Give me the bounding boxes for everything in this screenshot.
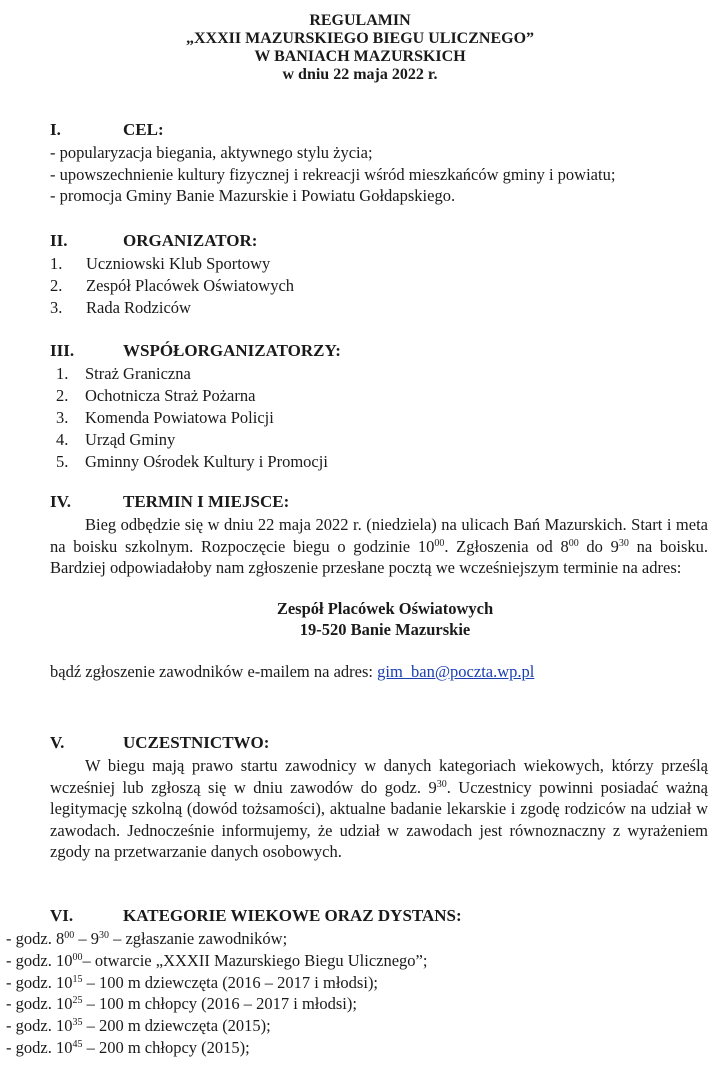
coorganizer-list <box>0 363 720 473</box>
section-title: WSPÓŁORGANIZATORZY: <box>123 341 341 360</box>
section-heading <box>0 231 720 253</box>
list-item: - upowszechnienie kultury fizycznej i rekreacji wśród mieszkańców gminy i powiatu; <box>50 164 616 184</box>
section-title: CEL: <box>123 120 164 139</box>
termin-paragraph: Bieg odbędzie się w dniu 22 maja 2022 r. (niedziela) na ulicach Bań Mazurskich. Start i meta na boisku szkolnym. Rozpoczęcie biegu o godzinie $10^{00}$. Zgłoszenia od $8^{00}$ do $9^{30}$ na boisku. Bardziej odpowiadałoby nam zgłoszenie przesłane pocztą we wcześniejszym terminie na adres: <box>50 515 709 578</box>
section-kategorie <box>0 906 720 1059</box>
section-heading <box>0 120 720 142</box>
section-number: I. <box>50 120 61 139</box>
schedule-item: - godz. $10^{35} - 200$ m dziewczęta (2015); <box>6 1016 271 1036</box>
list-item: - promocja Gminy Banie Mazurskie i Powiatu Gołdapskiego. <box>50 186 456 205</box>
list-item: - popularyzacja biegania, aktywnego stylu życia; <box>50 143 373 162</box>
doc-date: w dniu 22 maja 2022 r. <box>282 66 438 83</box>
section-heading <box>0 492 720 514</box>
section-title: ORGANIZATOR: <box>123 231 258 250</box>
section-organizator <box>0 231 720 319</box>
section-wspolorganizatorzy <box>0 341 720 473</box>
uczestnictwo-paragraph: W biegu mają prawo startu zawodnicy w danych kategoriach wiekowych, którzy prześlą wcześniej lub zgłoszą się w dniu zawodów do godz. $9^{30}$. Uczestnicy powinni posiadać ważną legitymację szkolną (dowód tożsamości), aktualne badanie lekarskie i zgodę rodziców na udział w zawodach. Jednocześnie informujemy, że udział w zawodach jest równoznaczny z wyrażeniem zgody na przetwarzanie danych osobowych. <box>50 756 708 862</box>
schedule-item: - godz. $10^{00}-$ otwarcie „XXXII Mazurskiego Biegu Ulicznego”; <box>6 950 428 970</box>
section-cel <box>0 120 720 207</box>
section-number: IV. <box>50 492 71 511</box>
address-postal: 19-520 Banie Mazurskie <box>299 620 471 640</box>
section-title: UCZESTNICTWO: <box>123 733 270 752</box>
list-item: 2. Ochotnicza Straż Pożarna <box>56 386 256 405</box>
doc-location: W BANIACH MAZURSKICH <box>254 48 466 65</box>
document-header <box>0 12 720 84</box>
list-item: 4. Urząd Gminy <box>56 430 176 449</box>
list-item: 1. Uczniowski Klub Sportowy <box>50 254 271 273</box>
section-heading <box>0 341 720 363</box>
doc-title: REGULAMIN <box>309 12 411 29</box>
section-number: III. <box>50 341 75 360</box>
section-number: V. <box>50 733 65 752</box>
section-title: TERMIN I MIEJSCE: <box>123 492 290 511</box>
schedule-item: - godz. $10^{45} - 200$ m chłopcy (2015); <box>6 1037 250 1057</box>
schedule-item: - godz. $10^{15} - 100$ m dziewczęta (2016 – 2017 i młodsi); <box>6 972 379 992</box>
doc-subtitle: „XXXII MAZURSKIEGO BIEGU ULICZNEGO” <box>185 30 535 47</box>
address-name: Zespół Placówek Oświatowych <box>276 598 494 618</box>
section-heading <box>0 733 720 755</box>
section-number: II. <box>50 231 68 250</box>
organizer-list <box>0 253 720 319</box>
email-line: bądź zgłoszenie zawodników e-mailem na adres: gim_ban@poczta.wp.pl <box>50 661 535 681</box>
section-title: KATEGORIE WIEKOWE ORAZ DYSTANS: <box>123 906 462 925</box>
list-item: 3. Rada Rodziców <box>50 298 191 317</box>
section-number: VI. <box>50 906 74 925</box>
schedule-item: - godz. $8^{00} - 9^{30}$ – zgłaszanie zawodników; <box>6 929 288 948</box>
section-termin <box>0 492 720 682</box>
schedule-item: - godz. $10^{25} - 100$ m chłopcy (2016 – 2017 i młodsi); <box>6 994 357 1014</box>
list-item: 5. Gminny Ośrodek Kultury i Promocji <box>56 452 328 471</box>
section-uczestnictwo <box>0 733 720 863</box>
list-item: 2. Zespół Placówek Oświatowych <box>50 276 295 295</box>
section-heading <box>0 906 720 928</box>
email-link[interactable]: gim_ban@poczta.wp.pl <box>377 661 535 681</box>
list-item: 3. Komenda Powiatowa Policji <box>56 408 274 427</box>
list-item: 1. Straż Graniczna <box>56 364 191 383</box>
